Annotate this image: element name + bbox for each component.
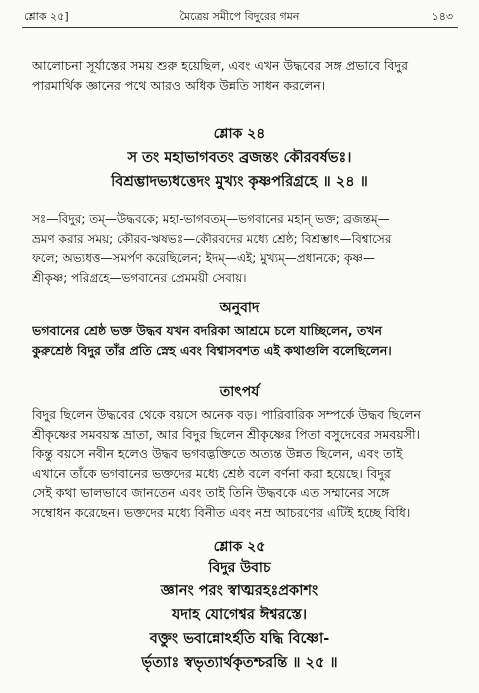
translation-line: ভগবানের শ্রেষ্ঠ ভক্ত উদ্ধব যখন বদরিকা আশ্রমে চলে যাচ্ছিলেন, তখন [32,323,382,338]
purport-line: সেই কথা ভালভাবে জানতেন এবং তাই তিনি উদ্ধবকে এত সম্মানের সঙ্গে [32,485,390,500]
purport-line: বিদুর ছিলেন উদ্ধবের থেকে বয়সে অনেক বড়। পারিবারিক সম্পর্কে উদ্ধব ছিলেন [32,407,422,422]
purport-text [32,405,456,522]
verse-25-line: জ্ঞানং পরং স্বাত্মরহঃপ্রকাশং [160,583,319,599]
synonyms-line: ফলে; অভ্যধত্ত—সমর্পণ করেছিলেন; ইদম্—এই; মুখ্যম্—প্রধানকে; কৃষ্ণ— [32,251,375,265]
intro-line: পারমার্থিক জ্ঞানের পথে আরও অধিক উন্নতি সাধন করলেন। [32,77,326,93]
verse-25-title: শ্লোক ২৫ [213,539,266,555]
verse-25-line: র্ভৃত্যাঃ স্বভৃত্যার্থকৃতশ্চরন্তি ॥ ২৫ ॥ [141,655,338,671]
translation-line: কুরুশ্রেষ্ঠ বিদুর তাঁর প্রতি স্নেহ এবং বিশ্বাসবশত এই কথাগুলি বলেছিলেন। [32,342,392,358]
purport-line: কিন্তু বয়সে নবীন হলেও উদ্ধব ভগবদ্ভক্তিতে অত্যন্ত উন্নত ছিলেন, এবং তাই [32,446,403,461]
intro-line: আলোচনা সূর্যাস্তের সময় শুরু হয়েছিল, এবং এখন উদ্ধবের সঙ্গ প্রভাবে বিদুর [32,58,408,73]
verse-25-line: বক্তুং ভবান্নোঽর্হতি যদ্ধি বিষ্ণো- [149,631,330,647]
synonyms-line: ভ্রমণ করার সময়; কৌরব-ঋষভঃ—কৌরবদের মধ্যে শ্রেষ্ঠ; বিশ্রম্ভাৎ—বিশ্বাসের [32,231,392,246]
purport-line: শ্রীকৃষ্ণের সমবয়স্ক ভ্রাতা, আর বিদুর ছিলেন শ্রীকৃষ্ণের পিতা বসুদেবের সমবয়সী। [32,426,421,442]
translation-heading: অনুবাদ [219,300,260,316]
verse-25-speaker: বিদুর উবাচ [208,560,271,576]
translation-text [32,321,456,360]
verse-24-line: স তং মহাভাগবতং ব্রজন্তং কৌরবর্ষভঃ। [127,150,352,166]
header-chapter-title: মৈত্রেয় সমীপে বিদুরের গমন [179,10,300,23]
synonyms-line: সঃ—বিদুর; তম্—উদ্ধবকে; মহা-ভাগবতম্—ভগবানের মহান্ ভক্ত; ব্রজন্তম্— [32,212,390,226]
purport-heading: তাৎপর্য [219,384,260,400]
synonyms-24 [32,210,456,288]
verse-24-line: বিশ্রম্ভাদভ্যধত্তেদং মুখ্যং কৃষ্ণপরিগ্রহে ॥ ২৪ ॥ [111,174,368,190]
verse-24-title: শ্লোক ২৪ [213,126,266,142]
purport-line: এখানে তাঁকে ভগবানের ভক্তদের মধ্যে শ্রেষ্ঠ বলে বর্ণনা করা হয়েছে। বিদুর [32,465,391,481]
verse-25-line: যদাহ যোগেশ্বর ঈশ্বরস্তে। [171,607,308,623]
page-number: ১৪৩ [431,10,453,23]
intro-paragraph [32,56,456,95]
header-verse-ref: শ্লোক ২৫] [24,10,69,23]
header-rule [22,27,458,28]
synonyms-line: শ্রীকৃষ্ণ; পরিগ্রহে—ভগবানের প্রেমময়ী সেবায়। [32,270,247,285]
purport-line: সম্বোধন করেছেন। ভক্তদের মধ্যে বিনীত এবং নম্র আচরণের এটিই হচ্ছে বিধি। [32,504,411,520]
